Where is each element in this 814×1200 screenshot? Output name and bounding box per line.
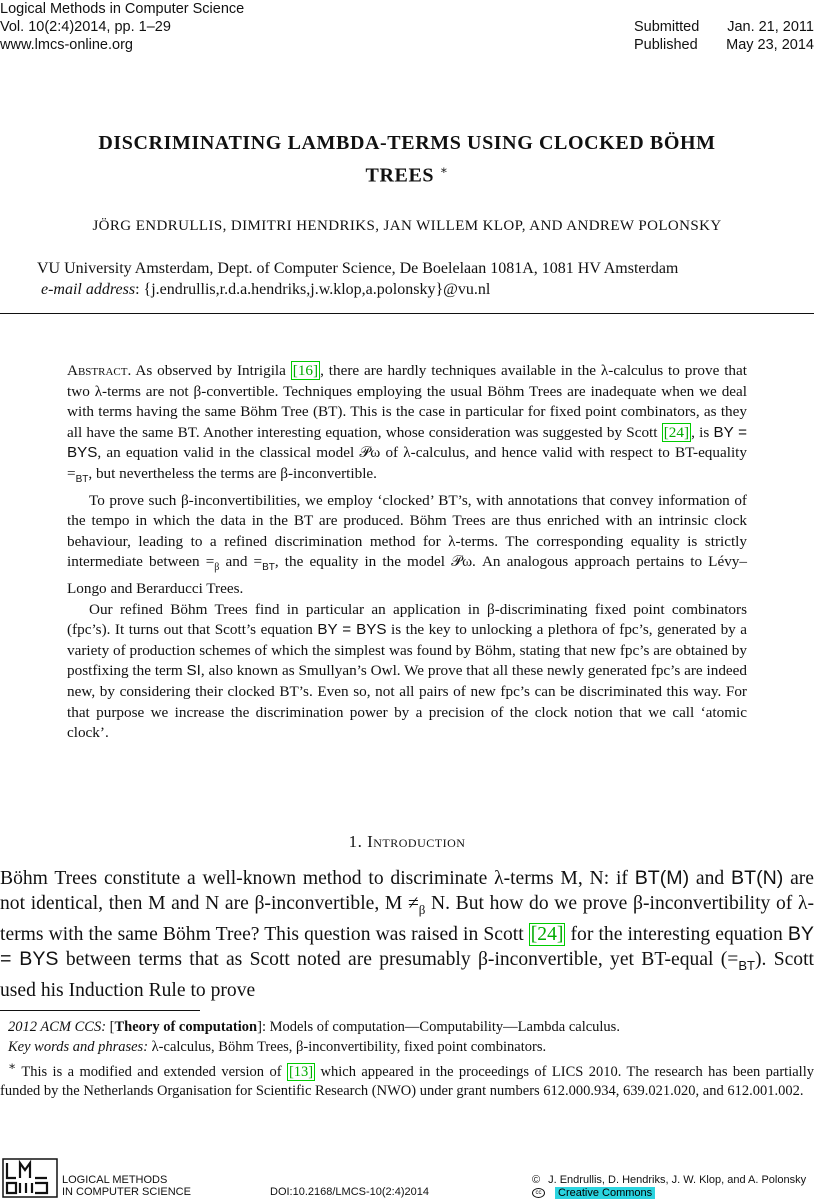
published-label: Published — [634, 37, 698, 53]
abstract-text: is the key to unlocking a plethora of fpc’s, generated by a variety of production schemes of which the simplest was found by Böhm, stating that new fpc’s are obtained by postfixing the term — [67, 621, 748, 680]
dates-block — [634, 18, 814, 54]
page-footer — [0, 1158, 814, 1200]
volume-info: Vol. 10(2:4)2014, pp. 1–29 — [0, 19, 171, 35]
paper-title — [0, 130, 814, 190]
keywords-rest: λ-calculus, Böhm Trees, β-inconvertibility, fixed point combinators. — [148, 1038, 547, 1055]
citation-13[interactable]: [13] — [288, 1063, 314, 1080]
term-si: SI — [186, 662, 201, 680]
ccs-prefix: 2012 ACM CCS: — [8, 1019, 107, 1035]
creative-commons-icon: cc — [532, 1188, 545, 1198]
section-heading — [0, 832, 814, 852]
lmcs-logo-text — [62, 1174, 191, 1198]
abstract-text: , is — [691, 423, 714, 441]
abstract-text: , the equality in the model 𝒫ω. An analogous approach pertains to Lévy–Longo and Berarducci Trees. — [67, 553, 747, 597]
section-title: Introduction — [367, 832, 466, 851]
funding-text: which appeared in the proceedings of LICS 2010. The research has been partially funded by the Netherlands Organisation for Scientific Research (NWO) under grant numbers 612.000.934, 639.021.020, and 612.001.002. — [0, 1063, 814, 1100]
submitted-date: Jan. 21, 2011 — [727, 19, 814, 35]
footnote-rule — [0, 1010, 200, 1011]
bt-subscript: BT — [738, 957, 755, 973]
affiliation — [37, 258, 797, 300]
abstract-text: , but nevertheless the terms are β-inconvertible. — [88, 464, 377, 482]
section-number: 1. — [348, 832, 363, 851]
ccs-rest: : Models of computation—Computability—Lambda calculus. — [261, 1019, 620, 1035]
acm-ccs-note: 2012 ACM CCS: [Theory of computation]: Models of computation—Computability—Lambda calculus. — [8, 1019, 620, 1035]
abstract-label: Abstract. — [67, 362, 132, 379]
title-divider — [0, 313, 814, 314]
bt-subscript: BT — [262, 562, 275, 574]
title-footnote-mark[interactable]: ∗ — [439, 163, 449, 177]
equation-by-bys: BY = BYS — [317, 621, 387, 639]
bt-subscript: BT — [75, 474, 89, 485]
ccs-bold: Theory of computation — [114, 1019, 258, 1035]
beta-subscript: β — [418, 901, 426, 917]
funding-text: This is a modified and extended version of — [16, 1063, 287, 1080]
title-line-2: TREES — [365, 164, 435, 187]
footnotes — [0, 1010, 814, 1102]
lmcs-logo-icon — [2, 1158, 58, 1198]
bt-of-m: BT(M) — [634, 867, 690, 889]
abstract-text: , an equation valid in the classical model 𝒫ω of λ-calculus, and hence valid with respect to BT-equality = — [67, 444, 747, 482]
intro-text: Böhm Trees constitute a well-known method to discriminate λ-terms M, N: if — [0, 868, 635, 889]
abstract-paragraph-1 — [67, 361, 747, 491]
beta-subscript: β — [214, 562, 220, 574]
intro-text: N. But how do we prove β-inconvertibility of λ-terms with the same Böhm Tree? This question was raised in Scott — [0, 893, 814, 945]
abstract-text: , also known as Smullyan’s Owl. We prove that all these newly generated fpc’s are indeed new, by considering their clocked BT’s. Even so, not all pairs of new fpc’s can be discriminated this way. For that purpose we increase the discrimination power by a precision of the clock notion that we call ‘atomic clock’. — [67, 662, 747, 742]
intro-text: for the interesting equation — [565, 923, 788, 945]
funding-note — [0, 1057, 814, 1102]
footnote-star: ∗ — [8, 1059, 17, 1073]
abstract-text: Our refined Böhm Trees find in particular an application in β-discriminating fixed point combinators (fpc’s). It turns out that Scott’s equation — [67, 600, 747, 639]
abstract-text: and = — [219, 553, 263, 571]
copyright-holders: J. Endrullis, D. Hendriks, J. W. Klop, and A. Polonsky — [548, 1174, 807, 1186]
doi[interactable]: DOI:10.2168/LMCS-10(2:4)2014 — [270, 1186, 429, 1198]
email-addresses[interactable]: : {j.endrullis,r.d.a.hendriks,j.w.klop,a.polonsky}@vu.nl — [135, 281, 491, 298]
introduction-text — [0, 866, 814, 1003]
intro-text: ). Scott used his Induction Rule to prove — [0, 948, 814, 1001]
email-label: e-mail address — [41, 281, 136, 298]
intro-text: between terms that as Scott noted are presumably β-inconvertible, yet BT-equal (= — [58, 948, 739, 970]
keywords-note — [0, 1038, 814, 1058]
abstract — [67, 361, 747, 744]
bt-of-n: BT(N) — [731, 867, 784, 889]
logo-line-1: LOGICAL METHODS — [62, 1174, 168, 1186]
abstract-paragraph-3 — [67, 600, 747, 744]
abstract-text: As observed by Intrigila — [131, 362, 291, 379]
journal-info — [0, 0, 244, 54]
citation-24[interactable]: [24] — [663, 423, 690, 441]
equation-by-bys: BY = BYS — [0, 922, 814, 970]
affiliation-address: VU University Amsterdam, Dept. of Computer Science, De Boelelaan 1081A, 1081 HV Amsterdam — [37, 260, 679, 277]
license-link[interactable]: Creative Commons — [555, 1187, 655, 1199]
author-list: JÖRG ENDRULLIS, DIMITRI HENDRIKS, JAN WILLEM KLOP, AND ANDREW POLONSKY — [92, 218, 722, 234]
copyright-block — [532, 1174, 806, 1200]
submitted-label: Submitted — [634, 19, 700, 35]
title-line-1: DISCRIMINATING LAMBDA-TERMS USING CLOCKED BÖHM — [98, 132, 716, 154]
intro-text: are not identical, then M and N are β-inconvertible, M ≠ — [0, 868, 814, 914]
logo-line-2: IN COMPUTER SCIENCE — [62, 1186, 191, 1198]
citation-16[interactable]: [16] — [292, 362, 319, 379]
abstract-text: To prove such β-inconvertibilities, we employ ‘clocked’ BT’s, with annotations that convey information of the tempo in which the data in the BT are produced. Böhm Trees are thus enriched with an intrinsic clock behaviour, leading to a refined discrimination method for λ-terms. The corresponding equality is strictly intermediate between = — [67, 491, 747, 571]
citation-24[interactable]: [24] — [530, 923, 564, 945]
intro-text: and — [689, 868, 732, 889]
keywords-prefix: Key words and phrases: — [8, 1038, 149, 1055]
equation-by-bys: BY = BYS — [67, 423, 748, 462]
abstract-text: , there are hardly techniques available in the λ-calculus to prove that two λ-terms are not β-convertible. Techniques employing the usual Böhm Trees are inadequate when we deal with terms having the same Böhm Tree (BT). This is the case in particular for fixed point combinators, as they all have the same BT. Another interesting equation, whose consideration was suggested by Scott — [67, 362, 747, 441]
journal-website[interactable]: www.lmcs-online.org — [0, 37, 133, 53]
copyright-icon: © — [532, 1174, 541, 1186]
abstract-paragraph-2 — [67, 491, 747, 600]
intro-paragraph — [0, 866, 814, 1003]
journal-name: Logical Methods in Computer Science — [0, 1, 245, 17]
published-date: May 23, 2014 — [726, 37, 814, 53]
